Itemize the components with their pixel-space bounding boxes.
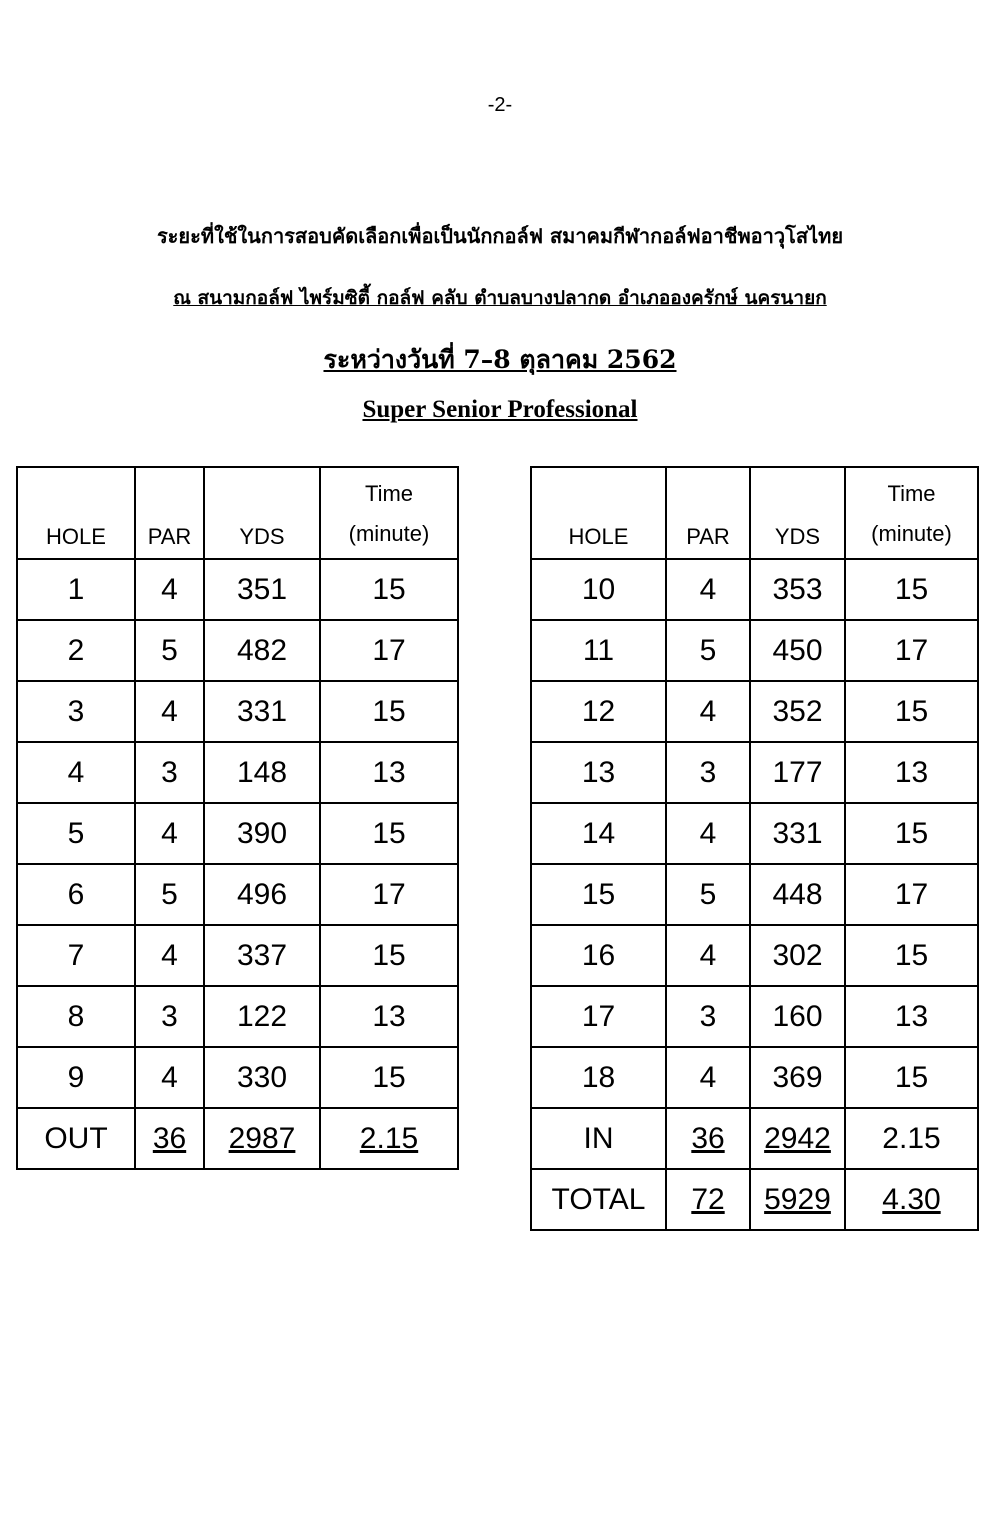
par-cell: 4 — [666, 681, 750, 742]
table-row — [531, 864, 978, 925]
par-cell: 4 — [666, 1047, 750, 1108]
time-header-line-1: Time — [364, 481, 414, 506]
total-yds: 2987 — [204, 1108, 320, 1169]
time-cell: 15 — [320, 559, 458, 620]
hole-cell: 8 — [17, 986, 135, 1047]
total-par: 36 — [666, 1108, 750, 1169]
yds-cell: 337 — [204, 925, 320, 986]
hole-cell: 11 — [531, 620, 666, 681]
time-header-line-2: (minute) — [871, 521, 952, 546]
total-yds: 2942 — [750, 1108, 845, 1169]
grand-total-row — [531, 1169, 978, 1230]
grand-total-yds: 5929 — [750, 1169, 845, 1230]
hole-cell: 2 — [17, 620, 135, 681]
par-cell: 4 — [135, 803, 204, 864]
hole-cell: 12 — [531, 681, 666, 742]
table-row — [531, 559, 978, 620]
yds-cell: 302 — [750, 925, 845, 986]
time-cell: 15 — [845, 925, 978, 986]
table-row — [17, 742, 458, 803]
yds-cell: 369 — [750, 1047, 845, 1108]
hole-cell: 16 — [531, 925, 666, 986]
table-row — [531, 681, 978, 742]
total-time: 2.15 — [320, 1108, 458, 1169]
yds-cell: 351 — [204, 559, 320, 620]
heading-date: ระหว่างวันที่ 7–8 ตุลาคม 2562 — [323, 345, 677, 374]
time-cell: 13 — [845, 986, 978, 1047]
time-cell: 17 — [845, 620, 978, 681]
table-row — [531, 620, 978, 681]
total-par: 36 — [135, 1108, 204, 1169]
time-cell: 15 — [845, 1047, 978, 1108]
par-cell: 5 — [135, 864, 204, 925]
yds-cell: 160 — [750, 986, 845, 1047]
yds-cell: 352 — [750, 681, 845, 742]
time-cell: 15 — [845, 803, 978, 864]
heading-line-2: ณ สนามกอล์ฟ ไพร์มซิตี้ กอล์ฟ คลับ ตำบลบางปลากด อำเภอองครักษ์ นครนายก — [173, 287, 827, 309]
in-total-row — [531, 1108, 978, 1169]
hole-cell: 13 — [531, 742, 666, 803]
time-cell: 15 — [320, 803, 458, 864]
par-cell: 3 — [135, 742, 204, 803]
par-cell: 4 — [666, 925, 750, 986]
yds-cell: 331 — [750, 803, 845, 864]
heading-line-1: ระยะที่ใช้ในการสอบคัดเลือกเพื่อเป็นนักกอล์ฟ สมาคมกีฬากอล์ฟอาชีพอาวุโสไทย — [156, 224, 844, 248]
table-row — [17, 681, 458, 742]
table-row — [531, 925, 978, 986]
time-cell: 13 — [320, 742, 458, 803]
par-cell: 3 — [135, 986, 204, 1047]
yds-header: YDS — [204, 467, 320, 559]
time-cell: 15 — [320, 925, 458, 986]
hole-header: HOLE — [531, 467, 666, 559]
back-nine-table — [530, 466, 979, 1231]
hole-cell: 9 — [17, 1047, 135, 1108]
hole-cell: 18 — [531, 1047, 666, 1108]
par-header: PAR — [666, 467, 750, 559]
time-header — [845, 467, 978, 559]
grand-total-label: TOTAL — [531, 1169, 666, 1230]
time-cell: 17 — [320, 864, 458, 925]
out-total-row — [17, 1108, 458, 1169]
par-cell: 4 — [666, 559, 750, 620]
table-row — [17, 925, 458, 986]
hole-header: HOLE — [17, 467, 135, 559]
front-nine-table — [16, 466, 459, 1170]
yds-cell: 448 — [750, 864, 845, 925]
yds-cell: 148 — [204, 742, 320, 803]
hole-cell: 6 — [17, 864, 135, 925]
yds-header: YDS — [750, 467, 845, 559]
table-row — [17, 620, 458, 681]
header-row — [531, 467, 978, 559]
par-cell: 3 — [666, 986, 750, 1047]
yds-cell: 390 — [204, 803, 320, 864]
hole-cell: 17 — [531, 986, 666, 1047]
table-row — [17, 864, 458, 925]
par-cell: 5 — [666, 620, 750, 681]
header-row — [17, 467, 458, 559]
par-cell: 4 — [135, 559, 204, 620]
grand-total-par: 72 — [666, 1169, 750, 1230]
hole-cell: 4 — [17, 742, 135, 803]
hole-cell: 14 — [531, 803, 666, 864]
yds-cell: 177 — [750, 742, 845, 803]
yds-cell: 331 — [204, 681, 320, 742]
time-cell: 15 — [320, 1047, 458, 1108]
heading-category: Super Senior Professional — [362, 396, 638, 423]
yds-cell: 353 — [750, 559, 845, 620]
hole-cell: 7 — [17, 925, 135, 986]
time-cell: 15 — [320, 681, 458, 742]
total-label: IN — [531, 1108, 666, 1169]
hole-cell: 3 — [17, 681, 135, 742]
time-cell: 13 — [320, 986, 458, 1047]
page-number: -2- — [487, 94, 513, 116]
par-cell: 4 — [666, 803, 750, 864]
total-time: 2.15 — [845, 1108, 978, 1169]
yds-cell: 496 — [204, 864, 320, 925]
yds-cell: 482 — [204, 620, 320, 681]
hole-cell: 10 — [531, 559, 666, 620]
table-row — [531, 803, 978, 864]
yds-cell: 122 — [204, 986, 320, 1047]
par-header: PAR — [135, 467, 204, 559]
yds-cell: 450 — [750, 620, 845, 681]
table-row — [17, 803, 458, 864]
par-cell: 4 — [135, 1047, 204, 1108]
table-row — [17, 1047, 458, 1108]
par-cell: 3 — [666, 742, 750, 803]
table-row — [17, 986, 458, 1047]
time-header-line-1: Time — [887, 481, 936, 506]
hole-cell: 15 — [531, 864, 666, 925]
par-cell: 4 — [135, 681, 204, 742]
time-header — [320, 467, 458, 559]
time-cell: 15 — [845, 559, 978, 620]
time-header-line-2: (minute) — [348, 521, 430, 546]
total-label: OUT — [17, 1108, 135, 1169]
table-row — [17, 559, 458, 620]
par-cell: 5 — [135, 620, 204, 681]
time-cell: 17 — [320, 620, 458, 681]
table-row — [531, 742, 978, 803]
hole-cell: 1 — [17, 559, 135, 620]
time-cell: 15 — [845, 681, 978, 742]
table-row — [531, 1047, 978, 1108]
yds-cell: 330 — [204, 1047, 320, 1108]
par-cell: 5 — [666, 864, 750, 925]
table-row — [531, 986, 978, 1047]
time-cell: 13 — [845, 742, 978, 803]
grand-total-time: 4.30 — [845, 1169, 978, 1230]
hole-cell: 5 — [17, 803, 135, 864]
par-cell: 4 — [135, 925, 204, 986]
time-cell: 17 — [845, 864, 978, 925]
